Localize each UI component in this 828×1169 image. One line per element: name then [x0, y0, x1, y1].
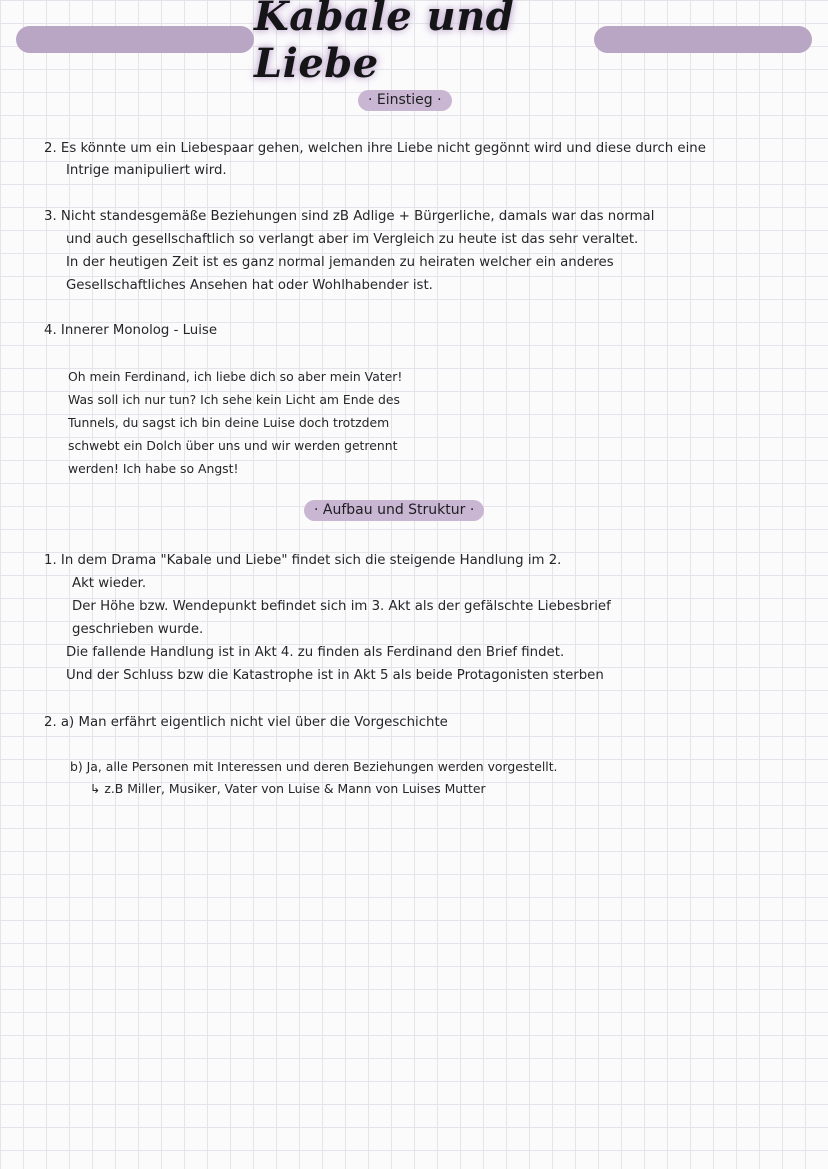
- aufbau-item2a: 2. a) Man erfährt eigentlich nicht viel über die Vorgeschichte: [44, 715, 448, 730]
- aufbau-item1-line5: Die fallende Handlung ist in Akt 4. zu finden als Ferdinand den Brief findet.: [66, 645, 565, 660]
- einstieg-item3-line4: Gesellschaftliches Ansehen hat oder Wohlhabender ist.: [66, 278, 433, 293]
- monolog-line1: Oh mein Ferdinand, ich liebe dich so aber mein Vater!: [68, 369, 403, 384]
- monolog-line2: Was soll ich nur tun? Ich sehe kein Licht am Ende des: [68, 392, 400, 407]
- einstieg-item4-heading: 4. Innerer Monolog - Luise: [44, 323, 218, 338]
- title-deco-bar-left: [16, 26, 254, 53]
- section-heading-einstieg: · Einstieg ·: [358, 90, 452, 111]
- aufbau-item1-line1: 1. In dem Drama "Kabale und Liebe" findet sich die steigende Handlung im 2.: [44, 553, 562, 568]
- einstieg-item2-line1: 2. Es könnte um ein Liebespaar gehen, welchen ihre Liebe nicht gegönnt wird und diese durch eine: [44, 141, 706, 156]
- aufbau-item1-line6: Und der Schluss bzw die Katastrophe ist in Akt 5 als beide Protagonisten sterben: [66, 668, 604, 683]
- aufbau-item1-line2: Akt wieder.: [72, 576, 147, 591]
- page-title: [254, 0, 594, 87]
- einstieg-item3-line1: 3. Nicht standesgemäße Beziehungen sind zB Adlige + Bürgerliche, damals war das normal: [44, 209, 655, 224]
- einstieg-item3-line2: und auch gesellschaftlich so verlangt aber im Vergleich zu heute ist das sehr veraltet.: [66, 232, 639, 247]
- title-deco-bar-right: [594, 26, 812, 53]
- aufbau-item1-line4: geschrieben wurde.: [72, 622, 204, 637]
- section-heading-aufbau: · Aufbau und Struktur ·: [304, 500, 484, 521]
- einstieg-item3-line3: In der heutigen Zeit ist es ganz normal jemanden zu heiraten welcher ein anderes: [66, 255, 614, 270]
- monolog-line5: werden! Ich habe so Angst!: [68, 461, 239, 476]
- monolog-line3: Tunnels, du sagst ich bin deine Luise doch trotzdem: [68, 415, 390, 430]
- aufbau-item2b-sub: ↳ z.B Miller, Musiker, Vater von Luise & Mann von Luises Mutter: [90, 781, 486, 796]
- aufbau-item1-line3: Der Höhe bzw. Wendepunkt befindet sich im 3. Akt als der gefälschte Liebesbrief: [72, 599, 611, 614]
- aufbau-item2b: b) Ja, alle Personen mit Interessen und deren Beziehungen werden vorgestellt.: [70, 759, 558, 774]
- einstieg-item2-line2: Intrige manipuliert wird.: [66, 163, 227, 178]
- monolog-line4: schwebt ein Dolch über uns und wir werden getrennt: [68, 438, 398, 453]
- page-title-text: Kabale und Liebe: [254, 0, 515, 87]
